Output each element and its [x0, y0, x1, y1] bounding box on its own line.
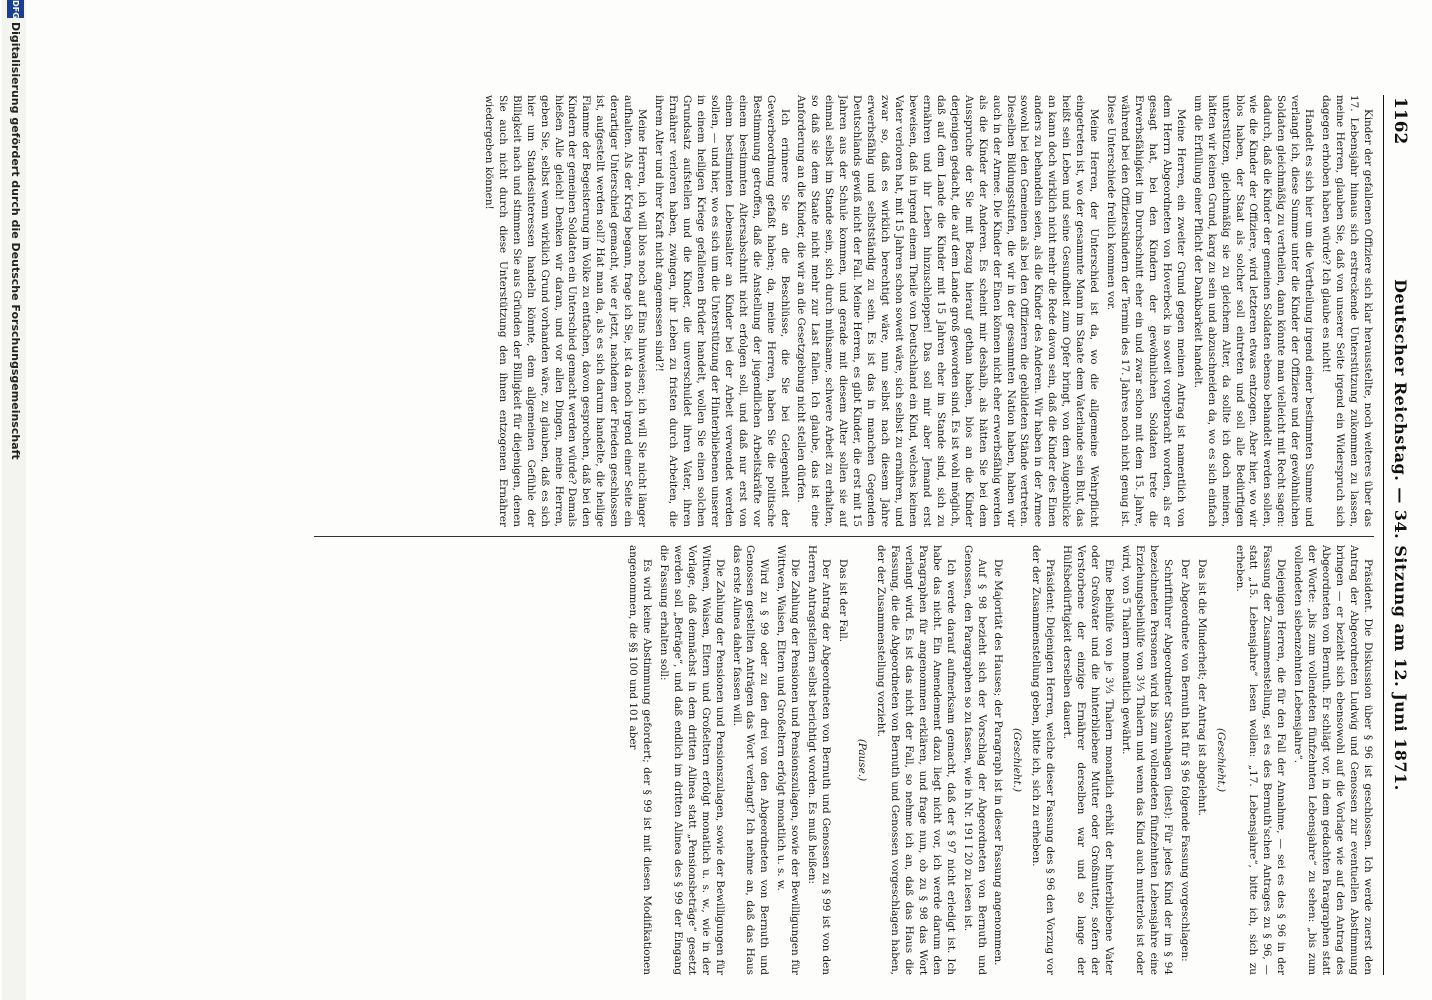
right-paragraph: Die Majorität des Hauses; der Paragraph ist in dieser Fassung angenommen.: [992, 559, 1005, 966]
running-title: Deutscher Reichstag. — 34. Sitzung am 12. Juni 1871.: [1391, 279, 1410, 791]
right-paragraph: Präsident. Die Diskussion über § 96 ist geschlossen. Ich werde zuerst den Antrag der Abgeordneten Ludwig und Genossen zur eventuellen Abstimmung bringen — er bezieht sich ebensowohl auf die Vorlage wie auf den Antrag des Abgeordneten von Bernuth. Er schlägt vor, in dem gedachten Paragraphen statt der Worte: „bis zum vollendeten fünfzehnten Lebensjahre“ zu sehen: „bis zum vollendeten siebenzehnten Lebensjahre“.: [1292, 545, 1374, 975]
stage-direction: (Geschieht.): [1214, 727, 1227, 793]
left-paragraph: Meine Herren, der Unterschied ist da, wo die allgemeine Wehrpflicht eingetreten ist, wo der gesammte Mann im Staate dem Vaterlande sein Blut, das heißt sein Leben und seine Gesundheit zum Opfer bringt, von dem Augenblicke an kann doch wirklich nicht mehr die Rede davon sein, daß die Kinder des Einen anders zu behandeln seien, als die Kinder des Anderen. Wir haben in der Armee sowohl bei den Gemeinen als bei den Offizieren die gebildeten Stände vertreten. Dieselben Bildungsstufen, die wir in der gesammten Nation haben, haben wir auch in der Armee. Die Kinder der Einen können nicht eher erwerbsfähig werden als die Kinder der Anderen. Es scheint mir deshalb, als hätten Sie bei dem Ausspruche der Sie mit Bezug hierauf gethan haben, blos an die Kinder derjenigen gedacht, die auf dem Lande groß geworden sind. Es ist wohl möglich, daß auf dem Lande die Kinder mit 15 Jahren eher im Stande sind, sich zu ernähren und ihr Leben hinzuschleppen! Das soll mir aber Jemand erst beweisen, daß in irgend einem Theile von Deutschland ein Kind, welches keinen Vater verloren hat, mit 15 Jahren schon soweit wäre, sich selbst zu ernähren, und zwar so, daß es wirklich berechtigt wäre, nun selbst nach diesem Jahre erwerbsfähig und selbstständig zu sein. Es ist das in manchen Gegenden Deutschlands gewiß nicht der Fall. Meine Herren, es gibt Kinder, die erst mit 15 Jahren aus der Schule kommen, und gerade mit diesem Alter sollen sie auf einmal selbst im Stande sein, sich durch mühsame, schwere Arbeit zu erhalten, so daß sie dem Staate nicht mehr zur Last fallen. Ich glaube, das ist eine Anforderung an die Kinder, die wir an die Gesetzgebung nicht stellen dürfen.: [795, 95, 1101, 527]
right-paragraph: Präsident: Diejenigen Herren, welche dieser Fassung des § 96 den Vorzug vor der der Zusammenstellung geben, bitte ich, sich zu erheben.: [1030, 545, 1057, 975]
right-paragraph: Der Abgeordnete von Bernuth hat für § 96 folgende Fassung vorgeschlagen:: [1178, 559, 1191, 962]
left-paragraph: Kinder der gefallenen Offiziere sich klar herausstellte, noch weiteres über das 17. Lebensjahr hinaus sich erstreckende Unterstützung zukommen zu lassen, meine Herren, glauben Sie, daß von unserer Seite irgend ein Widerspruch sich dagegen erhoben haben würde? Ich glaube es nicht!: [1320, 95, 1374, 527]
left-column: [314, 95, 1374, 527]
right-paragraph: Die Zahlung der Pensionen und Pensionszulagen, sowie der Bewilligungen für Wittwen, Waisen, Eltern und Großeltern erfolgt monatlich u. s. w., wie in der Vorlage, daß demnächst in dem dritten Alinea statt „Pensionsbeträge“ gesetzt werden soll „Beträge“, und daß endlich im dritten Alinea des § 99 der Eingang die Fassung erhalten soll:: [657, 545, 726, 975]
right-paragraph: Ich werde darauf aufmerksam gemacht, daß der § 97 nicht erledigt ist. Ich habe das nicht. Ein Amendement dazu liegt nicht vor, ich werde darum den Paragraphen für angenommen erklären, und frage nun, ob zu § 98 das Wort verlangt wird. Es ist das nicht der Fall, so nehme ich an, daß das Haus die Fassung, die die Abgeordneten von Bernuth und Genossen vorgeschlagen haben, der der Zusammenstellung vorzieht.: [875, 545, 957, 975]
left-paragraph: Meine Herren, ich will blos noch auf Eins hinweisen; ich will Sie nicht länger aufhalten. Als der Krieg begann, frage ich Sie, ist da noch irgend einer Seite ein derartiger Unterschied gemacht, wie er jetzt, nachdem der Frieden geschlossen ist, aufgestellt werden soll? Hat man da, als es sich darum handelte, die heilige Flamme der Begeisterung im Volke zu entfachen, davon gesprochen, daß bei den Kindern der gemeinen Soldaten ein Unterschied gemacht werden würde? Damals hießen Alle gleich! Denken wir daran, und vor allen Dingen, meine Herren, geben Sie, selbst wenn wirklich Grund vorhanden wäre, zu glauben, daß es sich hier um Standesinteressen handeln könnte, dem allgemeinen Gefühle der Billigkeit nach und stimmen Sie aus Gründen der Billigkeit für diejenigen, denen Sie auch nicht durch diese Unterstützung den ihnen entzogenen Ernährer wiedergeben können!: [482, 95, 649, 527]
digitization-footer: [2, 0, 26, 1000]
right-paragraph: Die Zahlung der Pensionen und Pensionszulagen, sowie der Bewilligungen für Wittwen, Waisen, Eltern und Großeltern erfolgt monatlich u. s. w.: [775, 545, 802, 975]
stage-direction: (Pause.): [856, 738, 869, 782]
page-header: [1383, 95, 1410, 975]
dfg-logo: DFG: [7, 0, 24, 18]
left-paragraph: Ich erinnere Sie an die Beschlüsse, die Sie bei Gelegenheit der Gewerbeordnung gefaßt haben; da, meine Herren, haben Sie die politische Bestimmung getroffen, daß die Anstellung der jugendlichen Arbeitskräfte vor einem bestimmten Altersabschnitt nicht erfolgen soll, und daß nur erst von einem bestimmten Lebensalter an Kinder bei der Arbeit verwendet werden sollen, — und hier, wo es sich um die Unterstützung der Hinterbliebenen unserer in einem heiligen Kriege gefallenen Brüder handelt, wollen Sie einen solchen Grundsatz aufstellen und die Kinder, die unverschuldet ihren Vater, ihren Ernährer verloren haben, zwingen, ihr Leben zu fristen durch Arbeiten, die ihrem Alter und ihrer Kraft nicht angemessen sind?!: [653, 95, 791, 527]
right-column: [314, 545, 1374, 975]
right-paragraph: Das ist der Fall.: [837, 559, 850, 643]
digitization-note: Digitalisierung gefördert durch die Deutsche Forschungsgemeinschaft: [9, 22, 22, 460]
right-paragraph: Schriftführer Abgeordneter Stavenhagen (liest): Für jedes Kind der im § 94 bezeichneten Personen wird bis zum vollendeten fünfzehnten Lebensjahre eine Erziehungsbeihülfe von 3⅓ Thalern und wenn das Kind auch mutterlos ist oder wird, von 5 Thalern monatlich gewährt.: [1120, 545, 1174, 975]
right-paragraph: Wird zu § 99 oder zu den drei von den Abgeordneten von Bernuth und Genossen gestellten Anträgen das Wort verlangt? Ich nehme an, daß das Haus das erste Alinea daher fassen will.: [730, 545, 771, 975]
right-paragraph: Es wird keine Abstimmung gefordert; der § 99 ist mit diesen Modifikationen angenommen, die §§ 100 und 101 aber: [627, 545, 653, 975]
right-paragraph: Das ist die Minderheit; der Antrag ist abgelehnt.: [1195, 559, 1208, 816]
right-paragraph: Diejenigen Herren, die für den Fall der Annahme, — sei es des § 96 in der Fassung der Zusammenstellung, sei es des Bernuth'schen Antrages zu § 96, — statt „15. Lebensjahre“ lesen wollen: „17. Lebensjahre“, bitte ich, sich zu erheben.: [1233, 545, 1288, 975]
right-paragraph: Der Antrag der Abgeordneten von Bernuth und Genossen zu § 99 ist von den Herren Antragstellern selbst berichtigt worden. Es muß heißen:: [806, 545, 833, 975]
page-number: 1162: [1390, 97, 1410, 145]
column-divider: [314, 536, 1374, 537]
stage-direction: (Geschieht.): [1011, 727, 1024, 793]
right-paragraph: Auf § 98 bezieht sich der Vorschlag der Abgeordneten von Bernuth und Genossen, den Paragraphen so zu fassen, wie in Nr. 191 I 20 zu lesen ist.: [961, 545, 988, 975]
left-paragraph: Handelt es sich hier um die Vertheilung irgend einer bestimmten Summe und verlangt ich, diese Summe unter die Kinder der Offiziere und der gewöhnlichen Soldaten gleichmäßig zu vertheilen, dann könnte man vielleicht mit Recht sagen: dadurch, daß die Kinder der gemeinen Soldaten ebenso behandelt werden sollen, wie die Kinder der Offiziere, wird letzteren etwas entzogen. Aber hier, wo wir blos haben, der Staat als solcher soll eintreten und soll alle Bedürftigen unterstützen, gleichmäßig sie zu gleichem Alter, da sollte ich doch meinen, hätten wir keinen Grund, karg zu sein und abzuschneiden da, wo es sich einfach um die Erfüllung einer Pflicht der Dankbarkeit handelt.: [1191, 95, 1316, 527]
left-paragraph: Meine Herren, ein zweiter Grund gegen meinen Antrag ist namentlich von dem Herrn Abgeordneten von Hoverbeck in soweit vorgebracht worden, als er gesagt hat, bei den Kindern der gewöhnlichen Soldaten trete die Erwerbsfähigkeit im Durchschnitt eher ein und zwar schon mit dem 15. Jahre, während bei den Offizierskindern der Termin des 17. Jahres noch nicht genug ist. Diese Unterschiede freilich kommen vor.: [1105, 95, 1187, 527]
right-paragraph: Eine Beihülfe von je 3⅓ Thalern monatlich erhält der hinterbliebene Vater oder Großvater und die hinterbliebene Mutter oder Großmutter, sofern der Verstorbene der einzige Ernährer derselben war und so lange der Hülfsbedürftigkeit derselben dauert.: [1061, 545, 1116, 975]
